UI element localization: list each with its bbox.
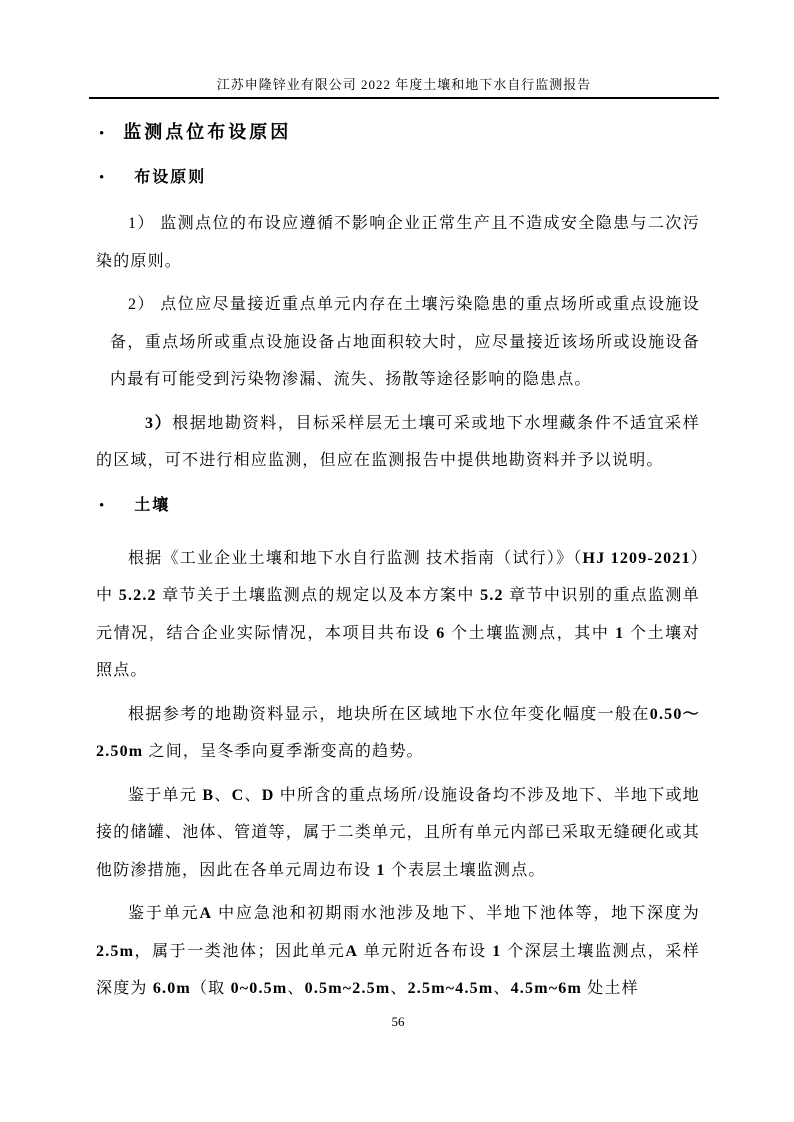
bullet-icon: • (99, 170, 105, 186)
bullet-icon: • (99, 126, 105, 142)
heading-principles: 布设原则 (134, 169, 207, 186)
heading-principles-row (96, 167, 700, 189)
page-number: 56 (391, 1013, 405, 1029)
heading-soil-row (96, 494, 700, 518)
bullet-icon: • (99, 497, 105, 514)
paragraph-soil-basis: 根据《工业企业土壤和地下水自行监测 技术指南（试行）》（HJ 1209-2021）中 5.2.2 章节关于土壤监测点的规定以及本方案中 5.2 章节中识别的重点监测单元情况，结合企业实际情况，本项目共布设 6 个土壤监测点，其中 1 个土壤对照点。 (96, 549, 700, 679)
heading-main-row (96, 119, 700, 145)
paragraph-rule-3: 3）根据地勘资料，目标采样层无土壤可采或地下水埋藏条件不适宜采样的区域，可不进行相应监测，但应在监测报告中提供地勘资料并予以说明。 (96, 414, 700, 469)
header-title: 江苏申隆锌业有限公司 2022 年度土壤和地下水自行监测报告 (216, 77, 592, 92)
paragraph-rule-2: 2） 点位应尽量接近重点单元内存在土壤污染隐患的重点场所或重点设施设备，重点场所或重点设施设备占地面积较大时，应尽量接近该场所或设施设备内最有可能受到污染物渗漏、流失、扬散等途径影响的隐患点。 (110, 296, 700, 388)
paragraph-groundwater-level: 根据参考的地勘资料显示，地块所在区域地下水位年变化幅度一般在0.50～2.50m 之间，呈冬季向夏季渐变高的趋势。 (96, 705, 700, 760)
paragraph-rule-1: 1） 监测点位的布设应遵循不影响企业正常生产且不造成安全隐患与二次污染的原则。 (96, 215, 700, 270)
paragraph-unit-a: 鉴于单元A 中应急池和初期雨水池涉及地下、半地下池体等，地下深度为 2.5m，属于一类池体；因此单元A 单元附近各布设 1 个深层土壤监测点，采样深度为 6.0m（取 0~0.5m、0.5m~2.5m、2.5m~4.5m、4.5m~6m 处土样 (96, 905, 700, 997)
page-header (89, 76, 719, 99)
heading-soil: 土壤 (134, 496, 171, 514)
heading-main: 监测点位布设原因 (123, 122, 292, 142)
paragraph-units-bcd: 鉴于单元 B、C、D 中所含的重点场所/设施设备均不涉及地下、半地下或地接的储罐、池体、管道等，属于二类单元，且所有单元内部已采取无缝硬化或其他防渗措施，因此在各单元周边布设 1 个表层土壤监测点。 (96, 786, 700, 879)
